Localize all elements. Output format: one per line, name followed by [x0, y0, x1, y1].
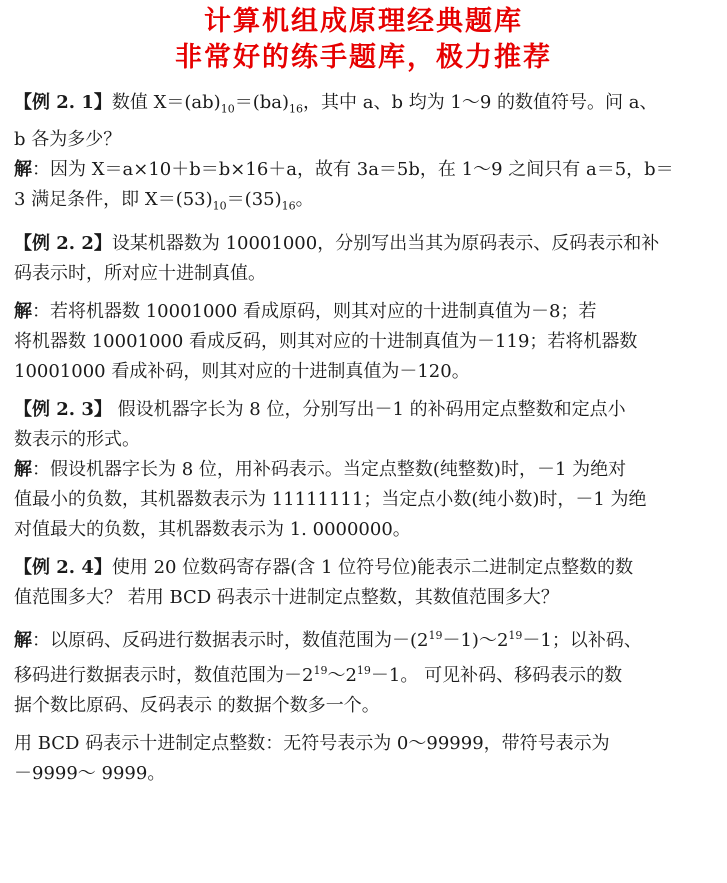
example-2-4-question-line-2: 值范围多大？ 若用 BCD 码表示十进制定点整数，其数值范围多大？ — [14, 587, 559, 609]
example-2-3-answer-line-2: 值最小的负数，其机器数表示为 11111111；当定点小数(纯小数)时，－1 为绝 — [14, 489, 647, 511]
question-text: 设某机器数为 10001000，分别写出当其为原码表示、反码表示和补 — [111, 233, 660, 255]
question-text: ，其中 a、b 均为 1～9 的数值符号。问 a、 — [303, 92, 658, 113]
answer-text: 3 满足条件，即 X＝(53) — [14, 188, 213, 210]
subscript: 16 — [289, 102, 304, 116]
example-2-1-question-line-1 — [14, 88, 717, 125]
superscript: 19 — [508, 629, 523, 643]
answer-text: ：因为 X＝a×10＋b＝b×16＋a，故有 3a＝5b，在 1～9 之间只有 a＝5，b＝ — [32, 158, 674, 180]
answer-text: ：以原码、反码进行数据表示时，数值范围为－(2 — [32, 630, 429, 652]
answer-label: 解 — [14, 630, 32, 652]
page-title: 计算机组成原理经典题库 — [204, 6, 523, 37]
example-2-4-bcd-line-1: 用 BCD 码表示十进制定点整数：无符号表示为 0～99999，带符号表示为 — [14, 733, 610, 755]
example-2-2-answer-line-1 — [14, 297, 717, 327]
example-2-3-answer-line-1 — [14, 455, 717, 485]
answer-text: 。 — [295, 188, 314, 210]
subscript: 16 — [281, 199, 296, 213]
example-tag: 【例 2. 4】 — [14, 557, 112, 579]
example-2-2-question-line-1 — [14, 229, 717, 259]
example-2-4-question-line-1 — [14, 553, 717, 583]
example-tag: 【例 2. 3】 — [14, 399, 112, 421]
answer-label: 解 — [14, 301, 32, 323]
example-2-4-answer-line-2 — [14, 656, 717, 691]
subscript: 10 — [220, 102, 235, 116]
example-2-3-question-line-1 — [14, 395, 717, 425]
answer-text: ：假设机器字长为 8 位，用补码表示。当定点整数(纯整数)时，－1 为绝对 — [32, 459, 627, 481]
example-2-3-answer-line-3: 对值最大的负数，其机器数表示为 1. 0000000。 — [14, 519, 411, 541]
example-2-1-answer-line-1 — [14, 155, 717, 185]
answer-text: ：若将机器数 10001000 看成原码，则其对应的十进制真值为－8；若 — [32, 301, 597, 323]
example-2-2-answer-line-2: 将机器数 10001000 看成反码，则其对应的十进制真值为－119；若将机器数 — [14, 331, 638, 353]
example-tag: 【例 2. 1】 — [14, 92, 112, 113]
superscript: 19 — [356, 664, 371, 678]
question-text: 使用 20 位数码寄存器(含 1 位符号位)能表示二进制定点整数的数 — [111, 557, 634, 579]
example-2-2-answer-line-3: 10001000 看成补码，则其对应的十进制真值为－120。 — [14, 361, 470, 383]
example-2-1-question-line-2: b 各为多少？ — [14, 128, 122, 150]
page-subtitle: 非常好的练手题库，极力推荐 — [175, 42, 552, 73]
example-2-3-question-line-2: 数表示的形式。 — [14, 429, 140, 451]
example-2-4-answer-line-3: 据个数比原码、反码表示 的数据个数多一个。 — [14, 695, 380, 717]
answer-text: ＝(35) — [226, 188, 282, 210]
question-text: 假设机器字长为 8 位，分别写出－1 的补码用定点整数和定点小 — [111, 399, 626, 421]
answer-label: 解 — [14, 158, 32, 180]
subscript: 10 — [212, 199, 227, 213]
answer-text: －1；以补码、 — [522, 630, 642, 652]
answer-text: －1)～2 — [442, 630, 509, 652]
example-2-4-bcd-line-2: －9999～ 9999。 — [14, 763, 166, 785]
example-2-2-question-line-2: 码表示时，所对应十进制真值。 — [14, 263, 266, 285]
answer-label: 解 — [14, 459, 32, 481]
answer-text: －1。 可见补码、移码表示的数 — [370, 665, 623, 687]
question-text: ＝(ba) — [234, 92, 290, 113]
answer-text: 移码进行数据表示时，数值范围为－2 — [14, 665, 314, 687]
superscript: 19 — [313, 664, 328, 678]
example-tag: 【例 2. 2】 — [14, 233, 112, 255]
superscript: 19 — [428, 629, 443, 643]
question-text: 数值 X＝(ab) — [111, 92, 221, 113]
example-2-4-answer-line-1 — [14, 621, 717, 656]
example-2-1-answer-line-2 — [14, 185, 717, 222]
answer-text: ～2 — [327, 665, 357, 687]
document-body — [14, 88, 717, 789]
